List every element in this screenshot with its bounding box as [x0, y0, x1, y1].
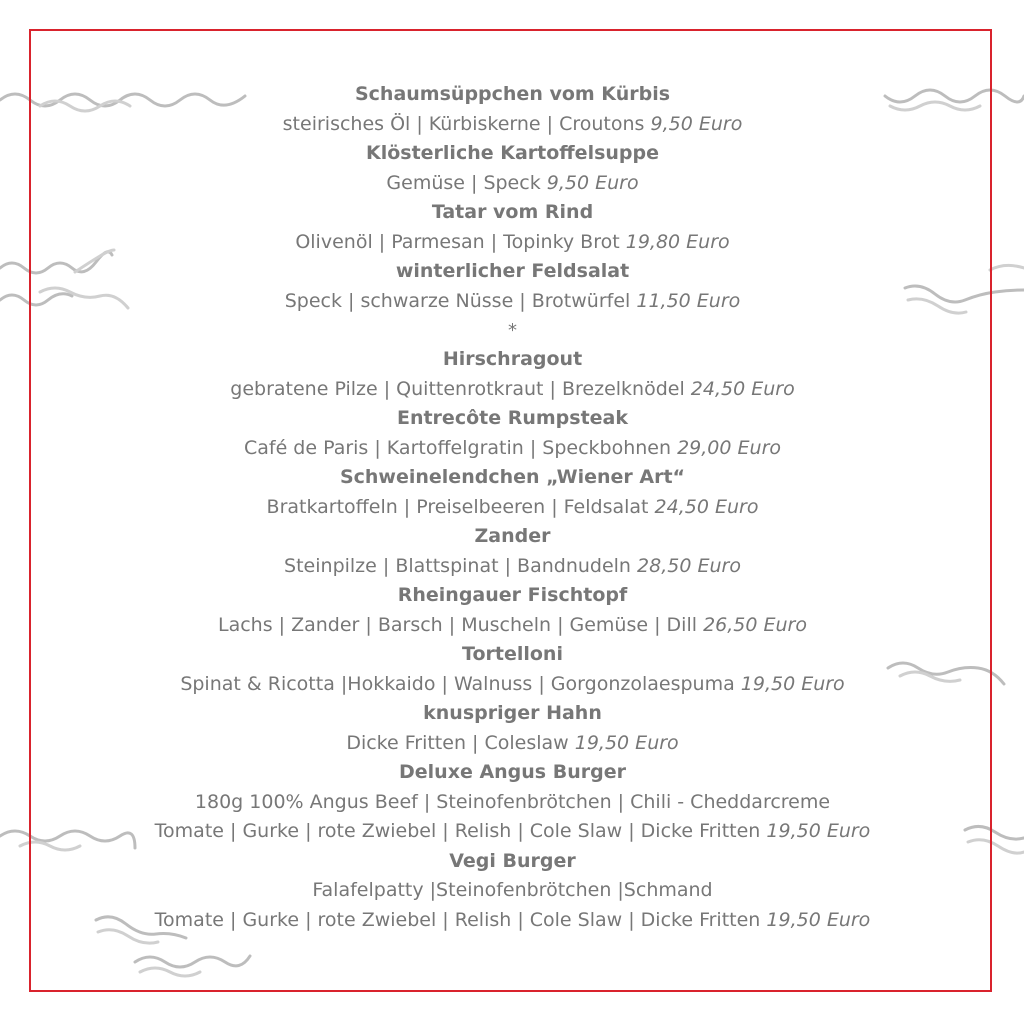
dish-name: Vegi Burger: [449, 849, 576, 872]
dish-name: winterlicher Feldsalat: [395, 260, 630, 282]
dish-description: [31, 493, 994, 523]
dish-ingredients: Café de Paris | Kartoffelgratin | Speckbohnen: [243, 436, 672, 459]
dish-name: Tatar vom Rind: [431, 201, 594, 223]
dish-ingredients: Dicke Fritten | Coleslaw: [346, 731, 569, 754]
dish-price: 24,50 Euro: [654, 495, 759, 518]
dish-ingredients: gebratene Pilze | Quittenrotkraut | Brezelknödel: [230, 377, 685, 400]
dish-description: [31, 552, 994, 582]
dish-price: 19,50 Euro: [740, 672, 845, 695]
section-separator: *: [508, 320, 517, 341]
dish-description: [31, 906, 994, 936]
dish-name: Deluxe Angus Burger: [399, 761, 626, 783]
dish-description: [31, 729, 994, 759]
dish-name: Rheingauer Fischtopf: [397, 584, 628, 606]
dish-name: Zander: [474, 525, 551, 547]
dish-price: 9,50 Euro: [546, 171, 639, 194]
dish-price: 24,50 Euro: [690, 377, 795, 400]
dish-name: knuspriger Hahn: [423, 702, 602, 724]
dish-price: 29,00 Euro: [677, 436, 782, 459]
menu-item: [31, 847, 994, 936]
dish-description: [31, 287, 994, 317]
dish-ingredients: Gemüse | Speck: [386, 171, 541, 194]
dish-name: Entrecôte Rumpsteak: [396, 407, 629, 429]
dish-ingredients: Lachs | Zander | Barsch | Muscheln | Gemüse | Dill: [218, 613, 698, 636]
dish-ingredients: Tomate | Gurke | rote Zwiebel | Relish | Cole Slaw | Dicke Fritten: [154, 820, 761, 842]
dish-price: 26,50 Euro: [703, 613, 807, 636]
menu-item: [31, 640, 994, 699]
dish-ingredients: Steinpilze | Blattspinat | Bandnudeln: [284, 554, 631, 577]
dish-description: Falafelpatty |Steinofenbrötchen |Schmand: [312, 879, 713, 901]
dish-description: [31, 110, 994, 140]
menu-item: [31, 80, 994, 139]
dish-price: 28,50 Euro: [637, 554, 741, 577]
menu-item: [31, 257, 994, 316]
dish-price: 19,50 Euro: [766, 908, 871, 931]
dish-price: 9,50 Euro: [650, 112, 743, 135]
dish-description: [31, 228, 994, 258]
dish-ingredients: steirisches Öl | Kürbiskerne | Croutons: [282, 112, 645, 135]
dish-description: [31, 670, 994, 700]
dish-description: 180g 100% Angus Beef | Steinofenbrötchen | Chili - Cheddarcreme: [194, 790, 831, 813]
menu-item: [31, 404, 994, 463]
dish-price: 19,80 Euro: [625, 230, 730, 253]
dish-name: Schaumsüppchen vom Kürbis: [354, 83, 671, 105]
dish-ingredients: Spinat & Ricotta |Hokkaido | Walnuss | Gorgonzolaespuma: [180, 672, 735, 695]
dish-name: Klösterliche Kartoffelsuppe: [365, 142, 659, 164]
dish-name: Schweinelendchen „Wiener Art“: [339, 466, 686, 488]
menu-item: [31, 198, 994, 257]
dish-description: [31, 375, 994, 405]
menu-item: [31, 581, 994, 640]
menu-item: [31, 463, 994, 522]
dish-description: [31, 611, 994, 641]
dish-ingredients: Bratkartoffeln | Preiselbeeren | Feldsalat: [266, 495, 649, 518]
menu-item: [31, 699, 994, 758]
dish-description: [31, 434, 994, 464]
menu-item: [31, 345, 994, 404]
menu-item: [31, 139, 994, 198]
dish-ingredients: Olivenöl | Parmesan | Topinky Brot: [295, 230, 620, 253]
dish-name: Hirschragout: [442, 348, 583, 370]
menu-list: [31, 80, 994, 935]
dish-price: 19,50 Euro: [766, 820, 871, 842]
wave-decoration: [990, 265, 1024, 270]
dish-description: [31, 817, 994, 847]
dish-ingredients: Tomate | Gurke | rote Zwiebel | Relish | Cole Slaw | Dicke Fritten: [154, 908, 761, 931]
dish-price: 11,50 Euro: [636, 289, 741, 312]
dish-name: Tortelloni: [462, 643, 563, 665]
dish-ingredients: Speck | schwarze Nüsse | Brotwürfel: [284, 289, 631, 312]
menu-item: [31, 758, 994, 847]
dish-description: [31, 169, 994, 199]
menu-item: [31, 522, 994, 581]
dish-price: 19,50 Euro: [574, 731, 679, 754]
